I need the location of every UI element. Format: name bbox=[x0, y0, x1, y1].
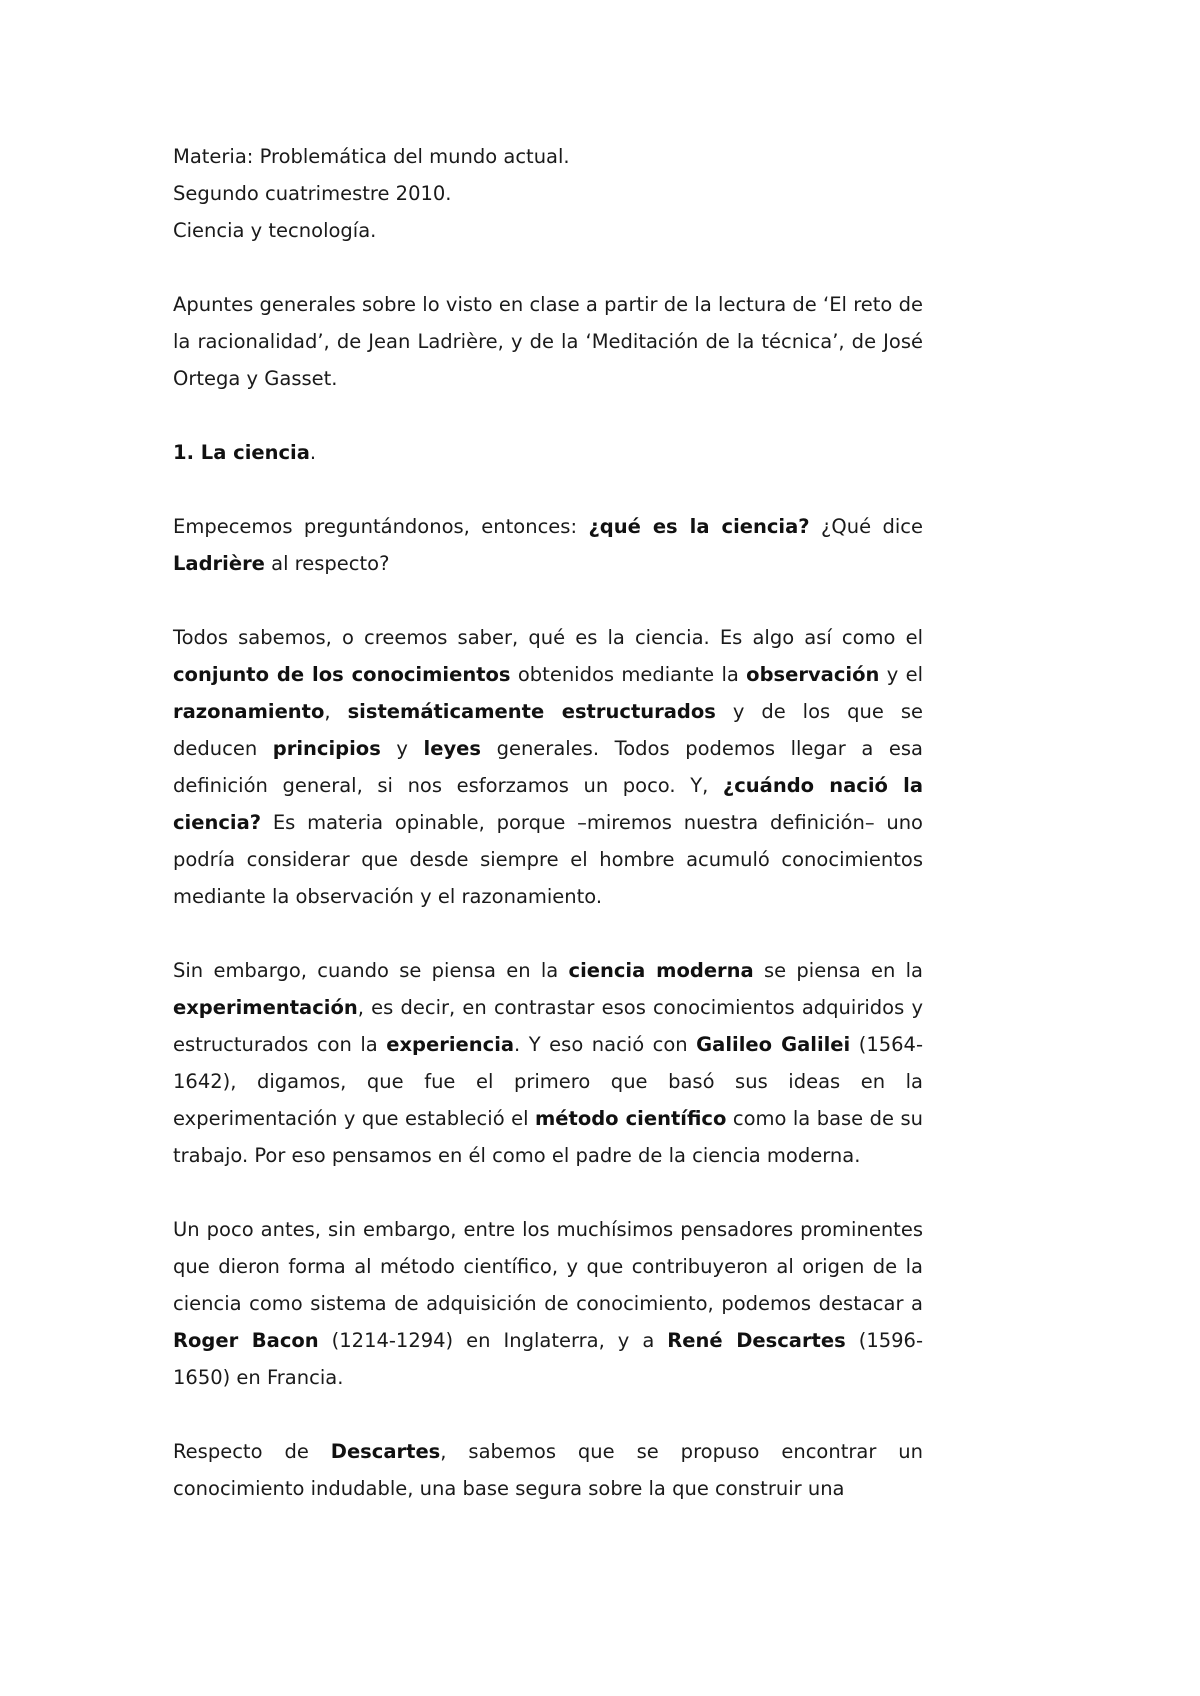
bold-term: leyes bbox=[423, 737, 481, 760]
spacer bbox=[173, 1174, 923, 1211]
body-paragraph bbox=[173, 952, 923, 1174]
bold-term: experimentación bbox=[173, 996, 358, 1019]
section-heading-punct: . bbox=[309, 441, 317, 464]
bold-term: ciencia moderna bbox=[568, 959, 754, 982]
bold-term: experiencia bbox=[386, 1033, 515, 1056]
spacer bbox=[173, 397, 923, 434]
term-line: Segundo cuatrimestre 2010. bbox=[173, 182, 452, 205]
text-run: y bbox=[380, 737, 424, 760]
topic-line: Ciencia y tecnología. bbox=[173, 219, 377, 242]
bold-term: método científico bbox=[534, 1107, 727, 1130]
body-paragraph bbox=[173, 1433, 923, 1507]
bold-term: Roger Bacon bbox=[173, 1329, 319, 1352]
text-run: Sin embargo, cuando se piensa en la bbox=[173, 959, 569, 982]
text-run: obtenidos mediante la bbox=[510, 663, 747, 686]
bold-term: principios bbox=[272, 737, 381, 760]
text-run: (1596- 1650) en Francia. bbox=[173, 1329, 923, 1389]
text-run: Un poco antes, sin embargo, entre los muchísimos pensadores prominentes que dieron forma al método científico, y que contribuyeron al origen de la ciencia como sistema de adquisición de conocimiento, podemos destacar a bbox=[173, 1218, 923, 1315]
bold-term: observación bbox=[746, 663, 880, 686]
text-run: , sabemos que se propuso encontrar un conocimiento indudable, una base segura sobre la que construir una bbox=[173, 1440, 923, 1500]
text-run: , es decir, en contrastar esos conocimientos adquiridos y estructurados con la bbox=[173, 996, 923, 1056]
text-run: Es materia opinable, porque –miremos nuestra definición– uno podría considerar que desde siempre el hombre acumuló conocimientos mediante la observación y el razonamiento. bbox=[173, 811, 923, 908]
section-heading bbox=[173, 434, 923, 471]
text-run: . Y eso nació con bbox=[514, 1033, 697, 1056]
body-paragraph bbox=[173, 1211, 923, 1396]
body-paragraph bbox=[173, 508, 923, 582]
bold-term: René Descartes bbox=[667, 1329, 846, 1352]
text-run: como la base de su trabajo. Por eso pensamos en él como el padre de la ciencia moderna. bbox=[173, 1107, 923, 1167]
bold-term: ¿cuándo nació la ciencia? bbox=[173, 774, 923, 834]
text-run: Todos sabemos, o creemos saber, qué es la ciencia. Es algo así como el bbox=[173, 626, 923, 649]
subject-line: Materia: Problemática del mundo actual. bbox=[173, 145, 570, 168]
text-run: Respecto de bbox=[173, 1440, 331, 1463]
bold-term: conjunto de los conocimientos bbox=[173, 663, 511, 686]
body-paragraph bbox=[173, 619, 923, 915]
bold-term: sistemáticamente estructurados bbox=[347, 700, 716, 723]
document-page bbox=[173, 138, 923, 1507]
text-run: , bbox=[324, 700, 348, 723]
section-heading-text: 1. La ciencia bbox=[173, 441, 310, 464]
text-run: ¿Qué dice bbox=[809, 515, 923, 538]
bold-term: ¿qué es la ciencia? bbox=[588, 515, 810, 538]
text-run: al respecto? bbox=[264, 552, 390, 575]
text-run: y el bbox=[879, 663, 923, 686]
spacer bbox=[173, 249, 923, 286]
bold-term: razonamiento bbox=[173, 700, 325, 723]
spacer bbox=[173, 1396, 923, 1433]
text-run: Empecemos preguntándonos, entonces: bbox=[173, 515, 589, 538]
text-run: y de los que se deducen bbox=[173, 700, 923, 760]
bold-term: Galileo Galilei bbox=[696, 1033, 851, 1056]
bold-term: Ladrière bbox=[173, 552, 265, 575]
intro-paragraph: Apuntes generales sobre lo visto en clase a partir de la lectura de ‘El reto de la racionalidad’, de Jean Ladrière, y de la ‘Meditación de la técnica’, de José Ortega y Gasset. bbox=[173, 293, 923, 390]
text-run: (1214-1294) en Inglaterra, y a bbox=[318, 1329, 668, 1352]
text-run: se piensa en la bbox=[753, 959, 923, 982]
spacer bbox=[173, 471, 923, 508]
spacer bbox=[173, 582, 923, 619]
bold-term: Descartes bbox=[330, 1440, 441, 1463]
spacer bbox=[173, 915, 923, 952]
text-run: (1564-1642), digamos, que fue el primero que basó sus ideas en la experimentación y que estableció el bbox=[173, 1033, 923, 1130]
text-run: generales. Todos podemos llegar a esa definición general, si nos esforzamos un poco. Y, bbox=[173, 737, 923, 797]
